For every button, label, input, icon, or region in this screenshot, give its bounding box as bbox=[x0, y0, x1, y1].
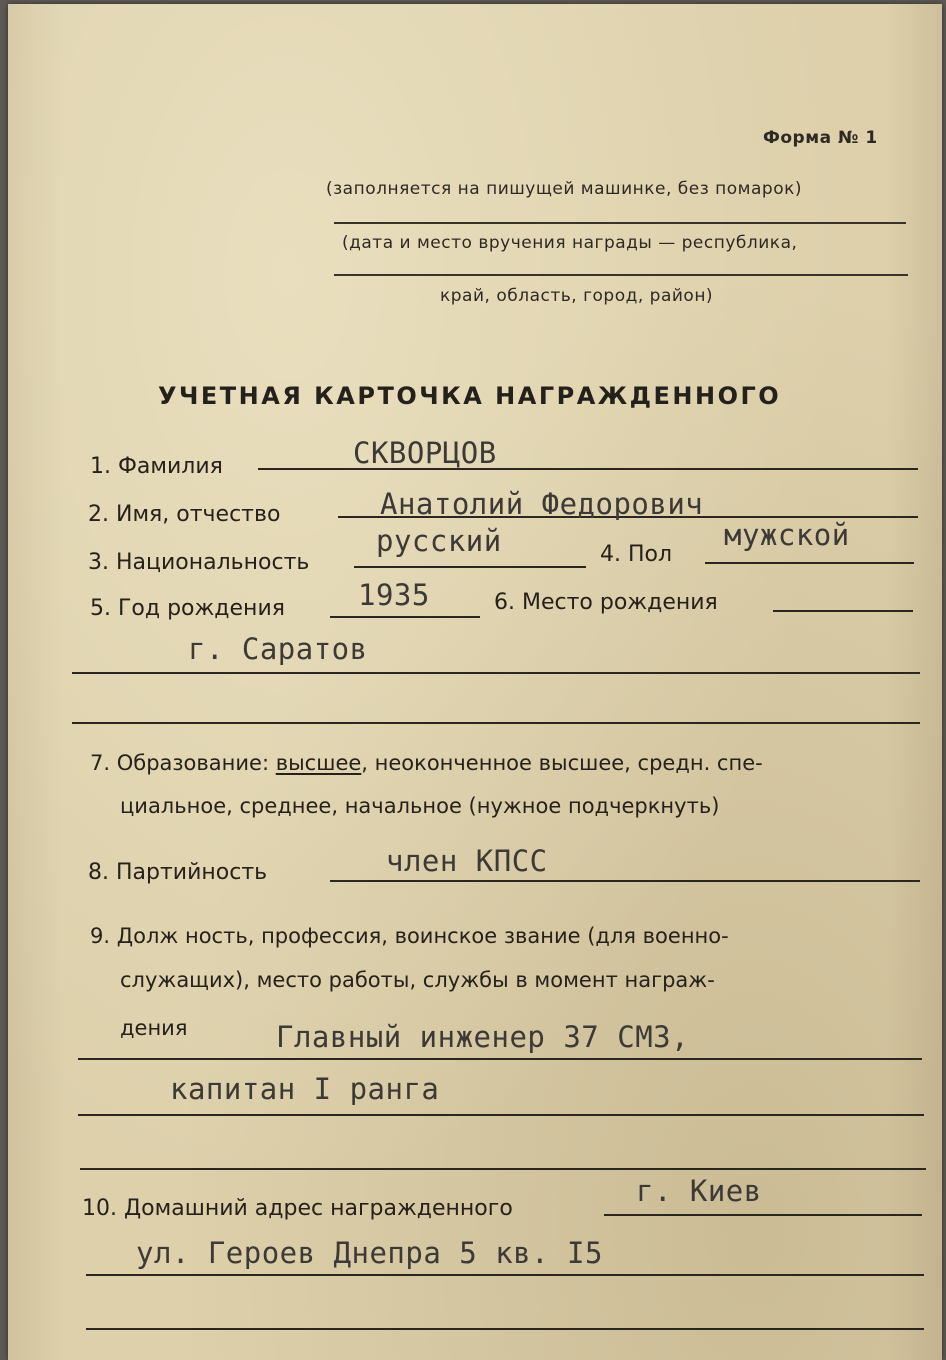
award-place-line-1 bbox=[334, 222, 906, 224]
form-number: Форма № 1 bbox=[763, 128, 878, 148]
card-title: УЧЕТНАЯ КАРТОЧКА НАГРАЖДЕННОГО bbox=[158, 382, 782, 410]
education-options-line-2: циальное, среднее, начальное (нужное подчеркнуть) bbox=[120, 794, 720, 818]
surname-value: СКВОРЦОВ bbox=[353, 436, 497, 470]
award-place-caption-2: край, область, город, район) bbox=[440, 286, 714, 306]
nationality-value: русский bbox=[376, 524, 502, 558]
position-line-3 bbox=[80, 1168, 926, 1170]
birth-place-label: 6. Место рождения bbox=[494, 590, 718, 615]
birth-place-continuation-line-1 bbox=[72, 672, 920, 674]
address-label: 10. Домашний адрес награжденного bbox=[82, 1196, 513, 1221]
award-record-card bbox=[8, 4, 942, 1360]
education-row-1 bbox=[90, 751, 763, 775]
nationality-label: 3. Национальность bbox=[88, 550, 310, 575]
nationality-line bbox=[354, 566, 586, 568]
birth-place-value: г. Саратов bbox=[188, 632, 368, 666]
birth-place-continuation-line-2 bbox=[72, 722, 920, 724]
birth-place-line bbox=[773, 610, 913, 612]
position-line-1 bbox=[78, 1058, 922, 1060]
address-value-line-2: ул. Героев Днепра 5 кв. I5 bbox=[136, 1236, 603, 1270]
birth-year-line bbox=[330, 616, 480, 618]
address-line-1 bbox=[604, 1214, 922, 1216]
party-line bbox=[330, 880, 920, 882]
birth-year-value: 1935 bbox=[358, 578, 430, 612]
position-value-line-1: Главный инженер 37 СМЗ, bbox=[276, 1020, 690, 1054]
position-label-line-1: 9. Долж ность, профессия, воинское звание (для военно- bbox=[90, 924, 729, 948]
education-options-line-1: , неоконченное высшее, средн. спе- bbox=[361, 751, 763, 775]
education-selected: высшее bbox=[275, 751, 362, 775]
party-label: 8. Партийность bbox=[88, 860, 268, 885]
position-value-line-2: капитан I ранга bbox=[170, 1072, 440, 1106]
name-label: 2. Имя, отчество bbox=[88, 502, 281, 527]
award-place-caption-1: (дата и место вручения награды — республика, bbox=[342, 233, 798, 253]
surname-label: 1. Фамилия bbox=[90, 454, 223, 479]
sex-line bbox=[705, 562, 914, 564]
position-line-2 bbox=[78, 1114, 924, 1116]
position-label-line-3: дения bbox=[120, 1016, 188, 1040]
award-place-line-2 bbox=[334, 274, 908, 276]
birth-year-label: 5. Год рождения bbox=[90, 596, 285, 621]
address-value-line-1: г. Киев bbox=[636, 1174, 762, 1208]
address-line-2 bbox=[86, 1274, 924, 1276]
position-label-line-2: служащих), место работы, службы в момент награж- bbox=[120, 968, 715, 992]
name-value: Анатолий Федорович bbox=[380, 487, 704, 521]
fill-instruction: (заполняется на пишущей машинке, без помарок) bbox=[326, 179, 803, 199]
address-line-3 bbox=[86, 1328, 924, 1330]
sex-value: мужской bbox=[724, 518, 850, 552]
sex-label: 4. Пол bbox=[600, 542, 673, 567]
education-label: 7. Образование: bbox=[90, 751, 270, 775]
party-value: член КПСС bbox=[386, 844, 548, 878]
